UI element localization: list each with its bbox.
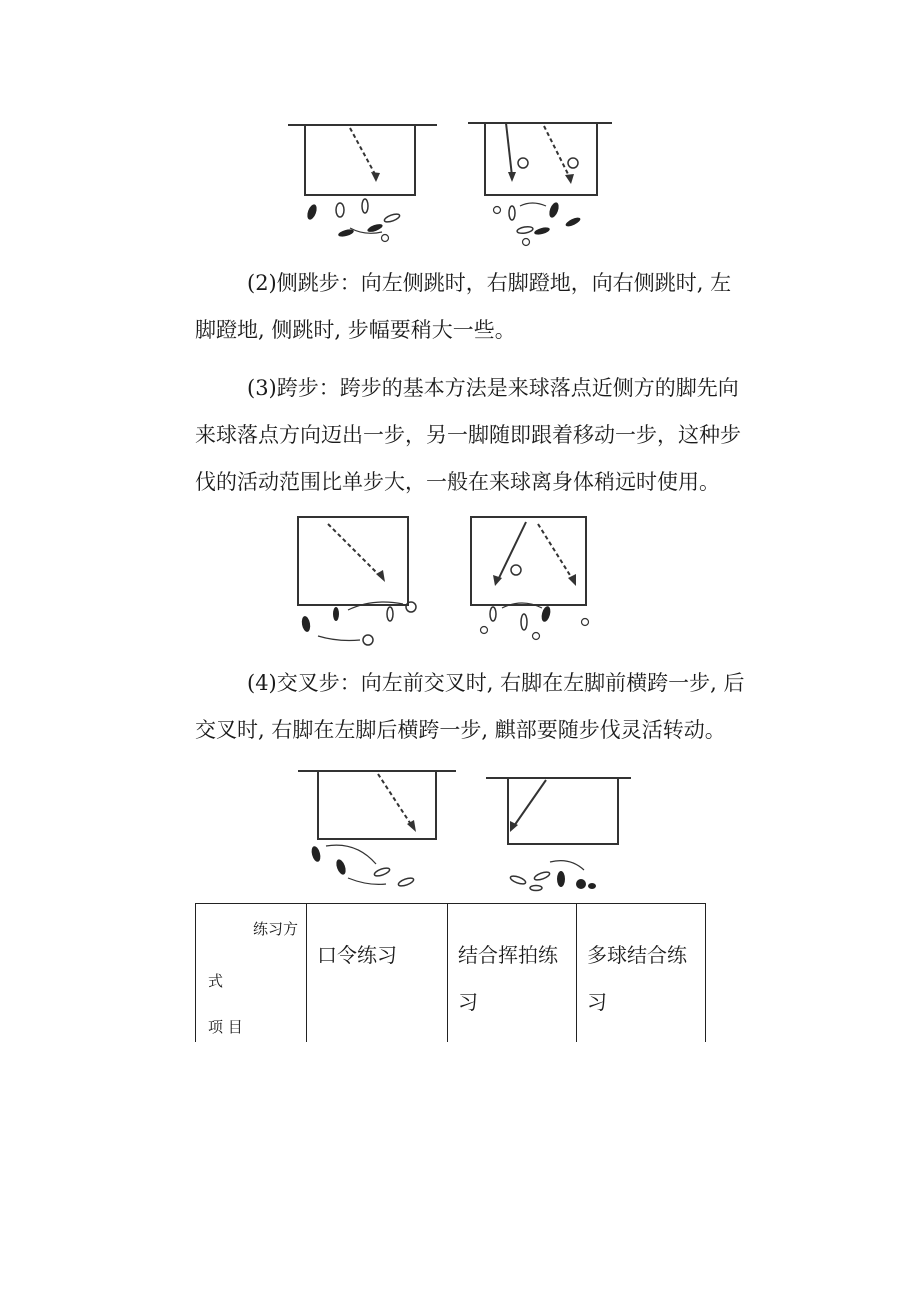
diagonal-header-cell [196,904,307,1043]
corner-label-method: 练习方 [252,920,298,938]
paragraph-line: (2)侧跳步：向左侧跳时，右脚蹬地，向右侧跳时, 左 [247,271,732,295]
footwork-diagram-pair [296,764,636,899]
footwork-diagram-pair [280,118,625,253]
side-jump-step-paragraph [195,260,732,354]
cross-step-diagrams [296,764,636,899]
column-header: 结合挥拍练习 [448,904,577,1043]
footwork-diagram-pair [288,512,608,652]
paragraph-line: (3)跨步：跨步的基本方法是来球落点近侧方的脚先向 [247,376,739,400]
single-step-diagrams [280,118,625,253]
column-header: 多球结合练习 [577,904,706,1043]
table-header-row [196,904,706,1043]
stride-step-paragraph [195,365,741,506]
practice-methods-table [195,903,706,1042]
table-diagram-left [288,125,437,242]
table-diagram-left [298,517,416,645]
paragraph-line: 交叉时, 右脚在左脚后横跨一步, 麒部要随步伐灵活转动。 [195,718,726,742]
table-diagram-right [471,517,589,640]
paragraph-line: 来球落点方向迈出一步，另一脚随即跟着移动一步，这种步 [195,423,741,447]
stride-step-diagrams [288,512,608,652]
table-diagram-right [486,778,631,891]
corner-label-method-cont: 式 [208,972,224,990]
column-header: 口令练习 [307,904,448,1043]
cross-step-paragraph [195,660,745,754]
table-diagram-left [298,771,456,888]
corner-label-item: 项 目 [208,1018,243,1036]
table-diagram-right [468,123,612,246]
paragraph-line: 伐的活动范围比单步大，一般在来球离身体稍远时使用。 [195,470,720,494]
paragraph-line: (4)交叉步：向左前交叉时, 右脚在左脚前横跨一步, 后 [247,671,745,695]
paragraph-line: 脚蹬地, 侧跳时, 步幅要稍大一些。 [195,318,516,342]
